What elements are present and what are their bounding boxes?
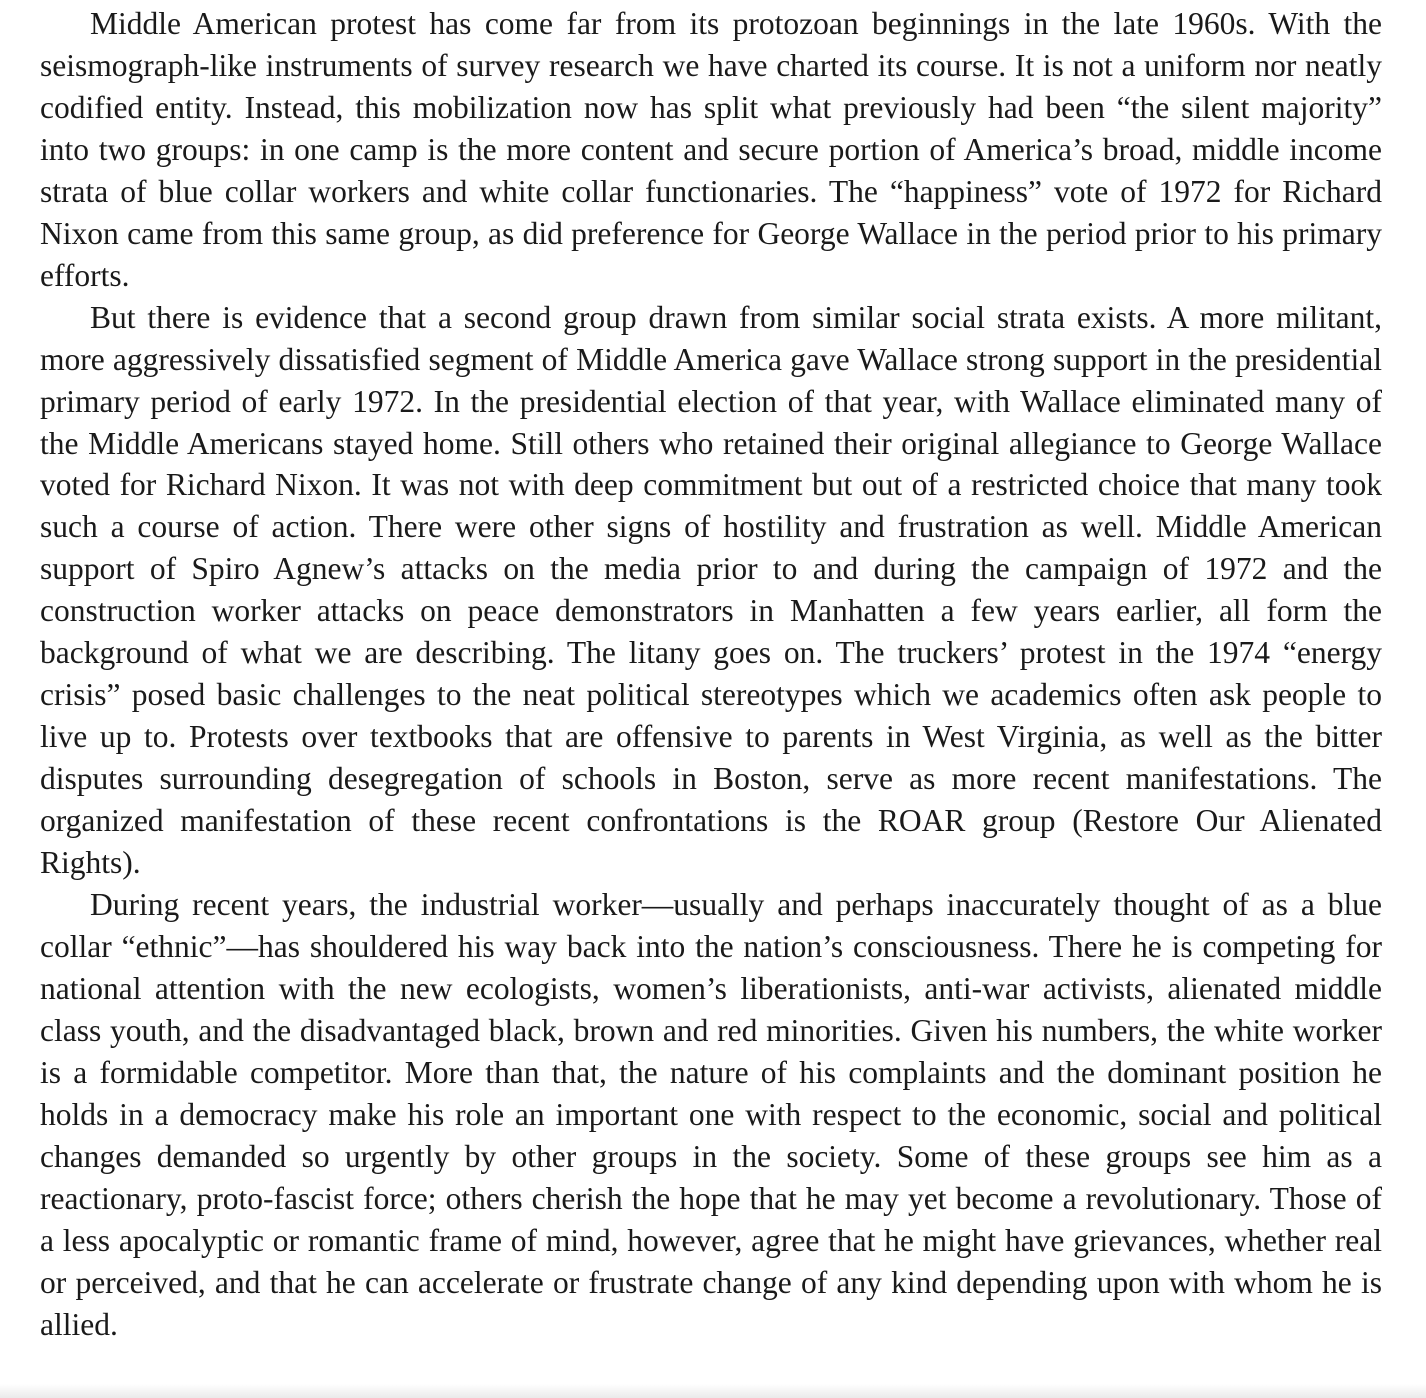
document-page — [40, 3, 1382, 1346]
page-bottom-shadow — [0, 1384, 1426, 1398]
paragraph-2: But there is evidence that a second group drawn from similar social strata exists. A more militant, more aggressively dissatisfied segment of Middle America gave Wallace strong support in the presidential primary period of early 1972. In the presidential election of that year, with Wallace eliminated many of the Middle Americans stayed home. Still others who retained their original allegiance to George Wallace voted for Richard Nixon. It was not with deep commitment but out of a restricted choice that many took such a course of action. There were other signs of hostility and frustration as well. Middle American support of Spiro Agnew’s attacks on the media prior to and during the campaign of 1972 and the construction worker attacks on peace demonstrators in Manhatten a few years earlier, all form the background of what we are describing. The litany goes on. The truckers’ protest in the 1974 “energy crisis” posed basic challenges to the neat political stereotypes which we academics often ask people to live up to. Protests over textbooks that are offensive to parents in West Virginia, as well as the bitter disputes surrounding desegregation of schools in Boston, serve as more recent manifestations. The organized manifestation of these recent confrontations is the ROAR group (Restore Our Alienated Rights). — [40, 299, 1382, 881]
paragraph-3: During recent years, the industrial worker—usually and perhaps inaccurately thought of as a blue collar “ethnic”—has shouldered his way back into the nation’s consciousness. There he is competing for national attention with the new ecologists, women’s liberationists, anti-war activists, alienated middle class youth, and the disadvantaged black, brown and red minorities. Given his numbers, the white worker is a formidable competitor. More than that, the nature of his complaints and the dominant position he holds in a democracy make his role an important one with respect to the economic, social and political changes demanded so urgently by other groups in the society. Some of these groups see him as a reactionary, proto-fascist force; others cherish the hope that he may yet become a revolutionary. Those of a less apocalyptic or romantic frame of mind, however, agree that he might have grievances, whether real or perceived, and that he can accelerate or frustrate change of any kind depending upon with whom he is allied. — [40, 887, 1382, 1342]
paragraph-1: Middle American protest has come far from its protozoan beginnings in the late 1960s. With the seismograph-like instruments of survey research we have charted its course. It is not a uniform nor neatly codified entity. Instead, this mobilization now has split what previously had been “the silent majority” into two groups: in one camp is the more content and secure portion of America’s broad, middle income strata of blue collar workers and white collar functionaries. The “happiness” vote of 1972 for Richard Nixon came from this same group, as did preference for George Wallace in the period prior to his primary efforts. — [40, 6, 1382, 293]
